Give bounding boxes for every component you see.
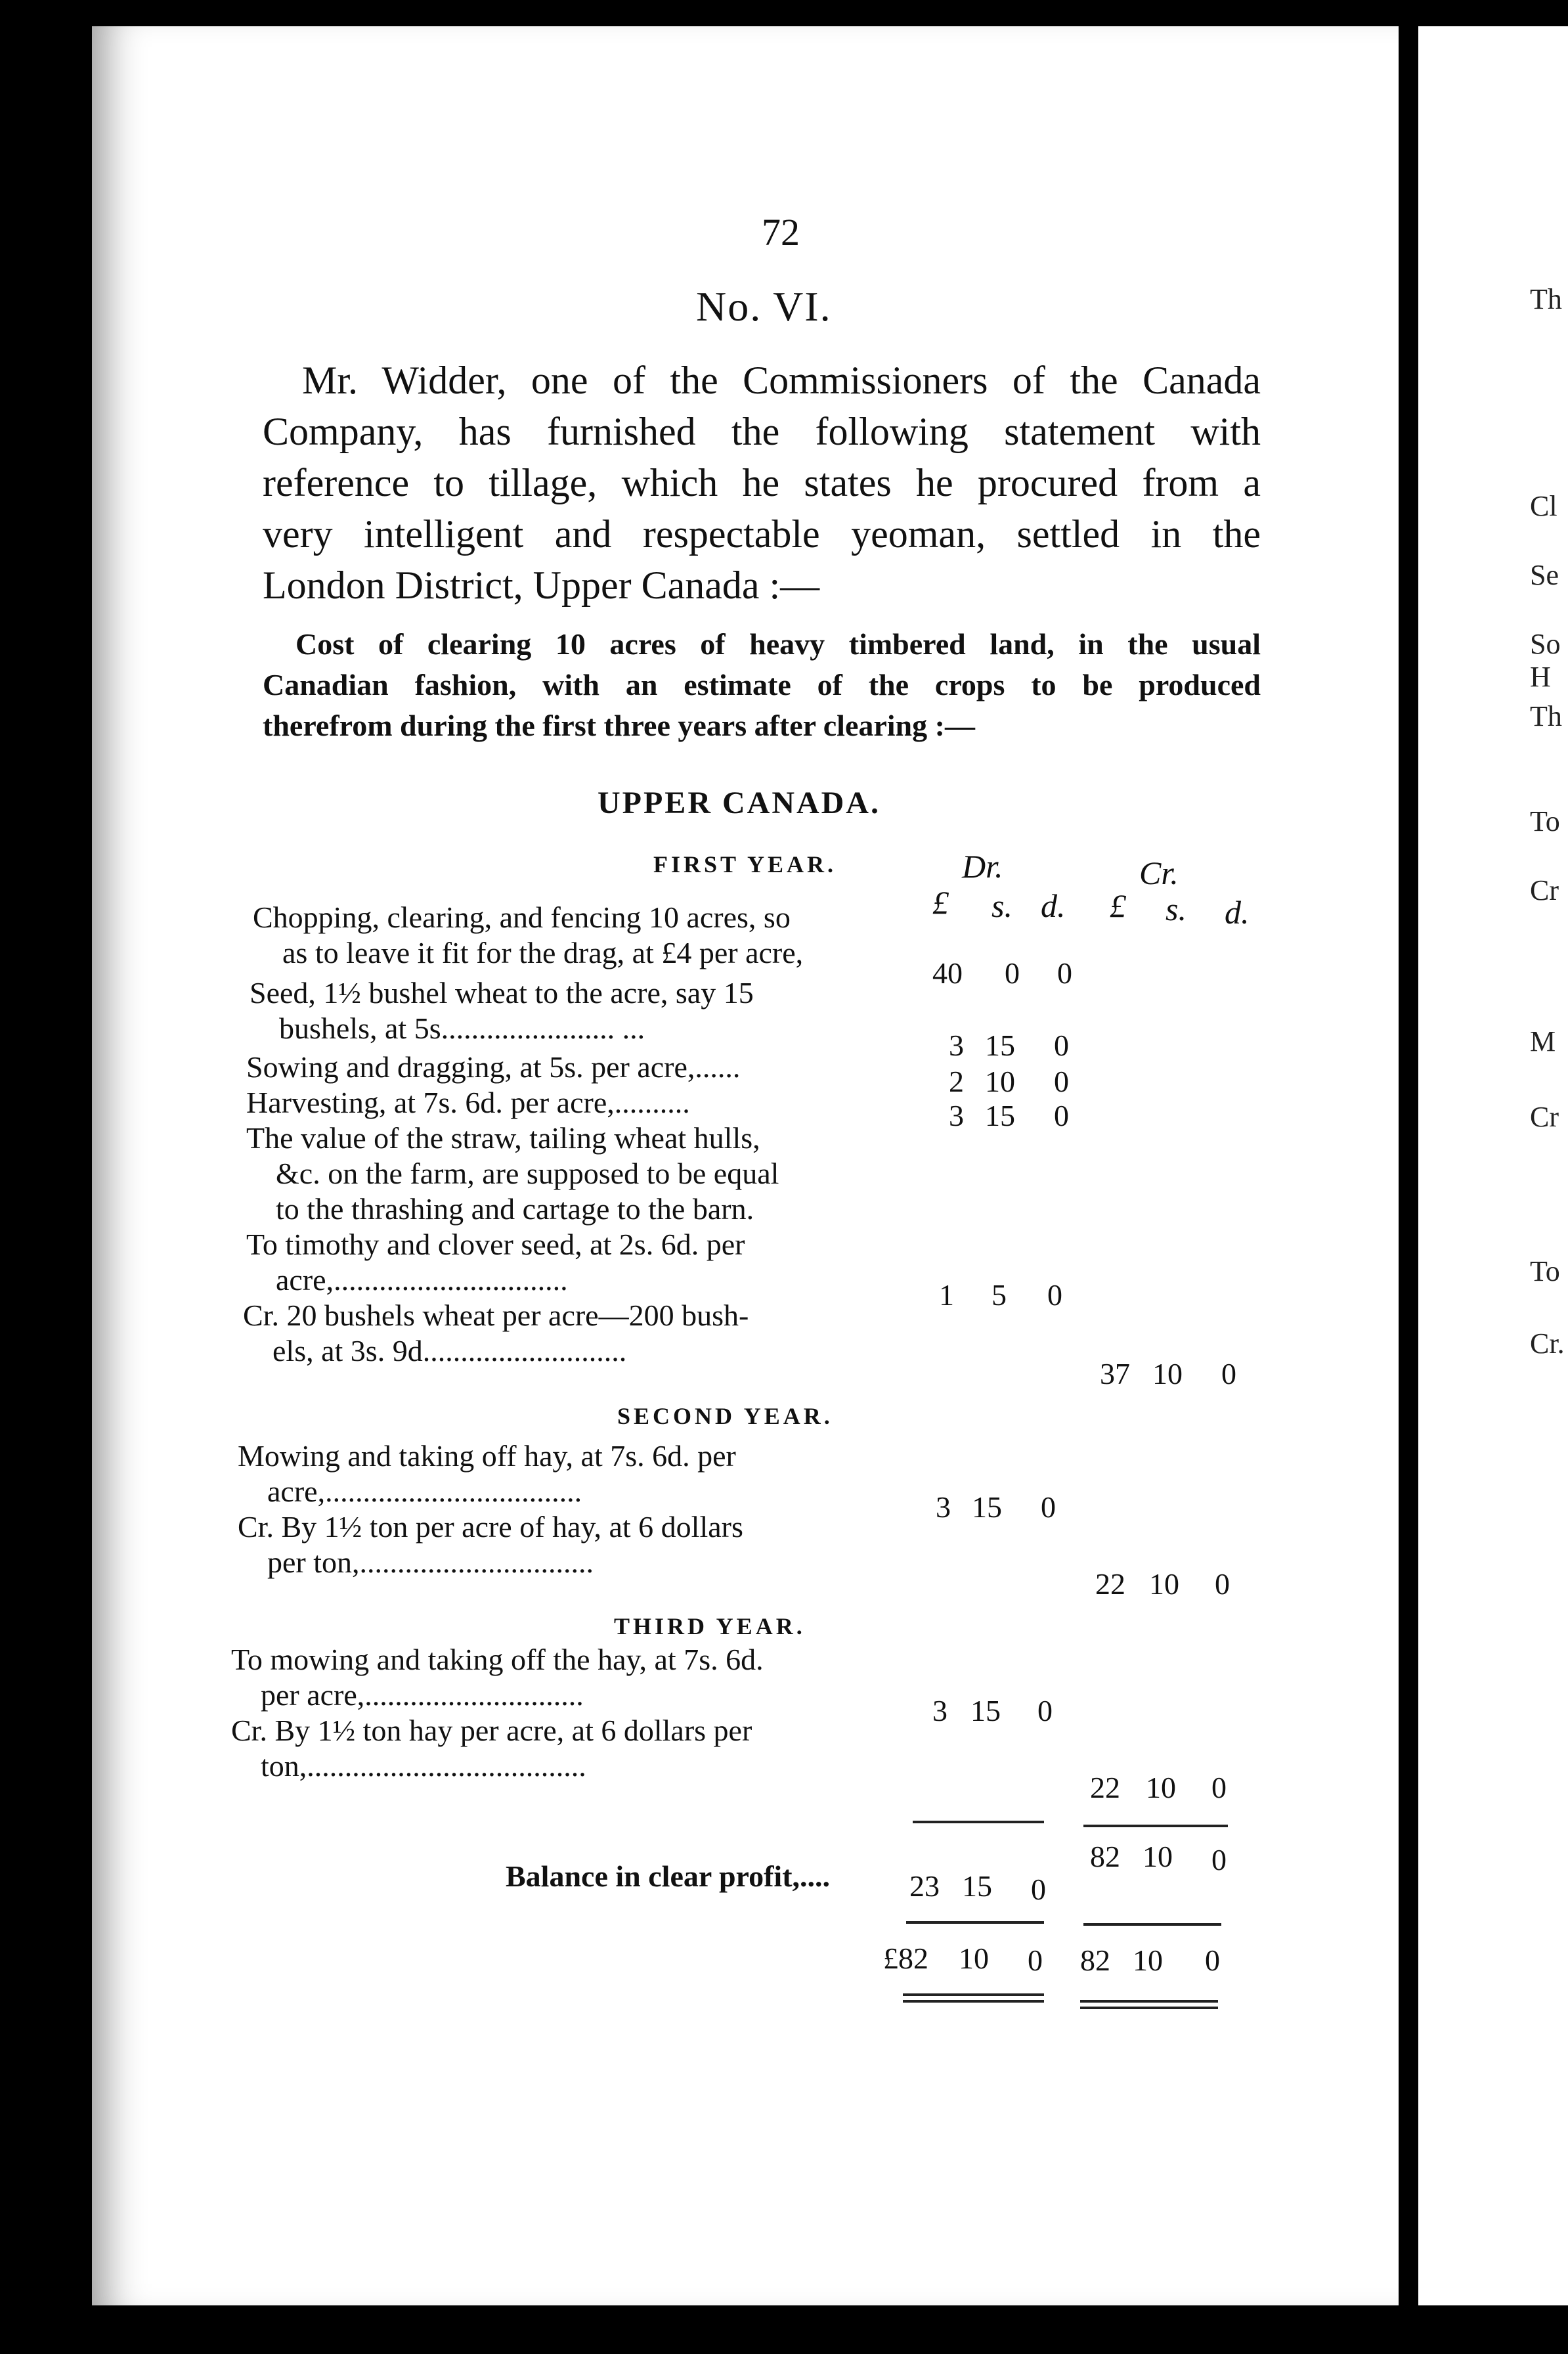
shilling-heading: s. bbox=[1165, 891, 1187, 927]
pound-heading: £ bbox=[1110, 887, 1126, 924]
dr-shillings: 0 bbox=[1005, 956, 1020, 990]
entry-text: Sowing and dragging, at 5s. per acre,...... bbox=[246, 1050, 741, 1084]
entry-text: ton,..................................... bbox=[261, 1749, 586, 1783]
entry-text: per acre,............................. bbox=[261, 1678, 584, 1712]
dr-shillings: 15 bbox=[985, 1099, 1015, 1132]
year-heading: SECOND YEAR. bbox=[617, 1403, 833, 1429]
balance-pounds: 23 bbox=[909, 1869, 940, 1903]
dr-shillings: 15 bbox=[970, 1694, 1001, 1727]
entry-text: acre,............................... bbox=[276, 1263, 568, 1297]
facing-fragment: Cr bbox=[1530, 874, 1559, 906]
cost-line: Cost of clearing 10 acres of heavy timbered land, in the usual bbox=[295, 627, 1261, 661]
cost-line: Canadian fashion, with an estimate of the crops to be produced bbox=[263, 668, 1261, 701]
entry-text: as to leave it fit for the drag, at £4 per acre, bbox=[282, 936, 804, 969]
dr-pence: 0 bbox=[1054, 1099, 1069, 1132]
cr-pounds: 37 bbox=[1100, 1357, 1130, 1390]
total-dr-shillings: 10 bbox=[959, 1942, 989, 1975]
sum-rule bbox=[906, 1921, 1044, 1924]
facing-fragment: To bbox=[1530, 1255, 1560, 1287]
entry-text: acre,.................................. bbox=[267, 1475, 582, 1508]
cr-subtotal-pounds: 82 bbox=[1090, 1840, 1120, 1873]
double-rule bbox=[1080, 2007, 1218, 2009]
double-rule bbox=[903, 2000, 1044, 2003]
intro-line: Company, has furnished the following statement with bbox=[263, 410, 1261, 453]
intro-line: reference to tillage, which he states he procured from a bbox=[263, 461, 1261, 504]
facing-page bbox=[1418, 26, 1568, 2305]
facing-fragment: So bbox=[1530, 628, 1561, 660]
facing-fragment: Th bbox=[1530, 283, 1562, 315]
balance-pence: 0 bbox=[1031, 1873, 1046, 1906]
year-heading: FIRST YEAR. bbox=[653, 851, 837, 877]
dr-pounds: 3 bbox=[936, 1490, 951, 1524]
intro-paragraph bbox=[263, 355, 1261, 611]
cr-pounds: 22 bbox=[1095, 1567, 1125, 1601]
gutter bbox=[1399, 26, 1418, 2305]
total-cr-shillings: 10 bbox=[1133, 1943, 1163, 1977]
pound-heading: £ bbox=[932, 884, 949, 921]
entry-text: per ton,............................... bbox=[267, 1545, 594, 1579]
entry-text: Chopping, clearing, and fencing 10 acres, so bbox=[253, 900, 791, 934]
entry-text: Seed, 1½ bushel wheat to the acre, say 15 bbox=[250, 976, 754, 1010]
shilling-heading: s. bbox=[991, 887, 1013, 924]
entry-text: &c. on the farm, are supposed to be equal bbox=[276, 1157, 779, 1190]
entry-text: Mowing and taking off hay, at 7s. 6d. per bbox=[238, 1439, 736, 1473]
entry-text: bushels, at 5s....................... ... bbox=[279, 1011, 645, 1045]
dr-pence: 0 bbox=[1054, 1029, 1069, 1062]
dr-pounds: 40 bbox=[932, 956, 963, 990]
total-cr-pence: 0 bbox=[1205, 1943, 1220, 1977]
total-dr-pence: 0 bbox=[1028, 1943, 1043, 1977]
total-dr-pounds: £82 bbox=[883, 1942, 928, 1975]
dr-pounds: 3 bbox=[949, 1029, 964, 1062]
facing-fragment: Th bbox=[1530, 700, 1562, 732]
cr-shillings: 10 bbox=[1152, 1357, 1183, 1390]
facing-fragment: Cr bbox=[1530, 1101, 1559, 1133]
entry-text: els, at 3s. 9d........................... bbox=[272, 1334, 627, 1367]
cr-pounds: 22 bbox=[1090, 1771, 1120, 1804]
table-title: UPPER CANADA. bbox=[598, 786, 881, 820]
cr-shillings: 10 bbox=[1149, 1567, 1179, 1601]
dr-pence: 0 bbox=[1057, 956, 1072, 990]
dr-shillings: 15 bbox=[985, 1029, 1015, 1062]
double-rule bbox=[1080, 2000, 1218, 2003]
facing-fragment: Cr. bbox=[1530, 1327, 1565, 1360]
sum-rule bbox=[1083, 1825, 1228, 1827]
cr-pence: 0 bbox=[1221, 1357, 1236, 1390]
intro-line: very intelligent and respectable yeoman, settled in the bbox=[263, 512, 1261, 556]
entry-text: Cr. By 1½ ton per acre of hay, at 6 dollars bbox=[238, 1510, 743, 1543]
facing-fragment: M bbox=[1530, 1025, 1556, 1057]
pence-heading: d. bbox=[1225, 894, 1250, 931]
facing-fragment: To bbox=[1530, 805, 1560, 837]
entry-text: To mowing and taking off the hay, at 7s. 6d. bbox=[231, 1643, 764, 1676]
dr-shillings: 10 bbox=[985, 1065, 1015, 1098]
cr-heading: Cr. bbox=[1139, 855, 1179, 891]
dr-heading: Dr. bbox=[962, 848, 1003, 885]
facing-fragment: Cl bbox=[1530, 490, 1557, 522]
dr-pounds: 3 bbox=[932, 1694, 947, 1727]
sum-rule bbox=[1083, 1923, 1221, 1926]
pence-heading: d. bbox=[1041, 887, 1066, 924]
section-title: No. VI. bbox=[696, 283, 832, 330]
dr-pounds: 2 bbox=[949, 1065, 964, 1098]
sum-rule bbox=[913, 1821, 1044, 1823]
total-cr-pounds: 82 bbox=[1080, 1943, 1110, 1977]
dr-pence: 0 bbox=[1037, 1694, 1053, 1727]
balance-shillings: 15 bbox=[962, 1869, 992, 1903]
cr-pence: 0 bbox=[1215, 1567, 1230, 1601]
dr-pence: 0 bbox=[1047, 1278, 1062, 1312]
entry-text: Harvesting, at 7s. 6d. per acre,.......... bbox=[246, 1086, 690, 1119]
cr-subtotal-shillings: 10 bbox=[1143, 1840, 1173, 1873]
dr-shillings: 15 bbox=[972, 1490, 1002, 1524]
cr-pence: 0 bbox=[1211, 1771, 1227, 1804]
cost-paragraph bbox=[263, 624, 1261, 746]
facing-fragment: H bbox=[1530, 661, 1551, 693]
cr-shillings: 10 bbox=[1146, 1771, 1176, 1804]
cost-line: therefrom during the first three years after clearing :— bbox=[263, 709, 975, 742]
intro-line: Mr. Widder, one of the Commissioners of the Canada bbox=[302, 359, 1261, 402]
double-rule bbox=[903, 1993, 1044, 1996]
entry-text: to the thrashing and cartage to the barn. bbox=[276, 1192, 754, 1226]
entry-text: To timothy and clover seed, at 2s. 6d. per bbox=[246, 1228, 745, 1261]
entry-text: Cr. 20 bushels wheat per acre—200 bush- bbox=[243, 1299, 749, 1332]
year-heading: THIRD YEAR. bbox=[614, 1613, 806, 1639]
dr-shillings: 5 bbox=[991, 1278, 1007, 1312]
intro-line: London District, Upper Canada :— bbox=[263, 564, 820, 607]
facing-fragment: Se bbox=[1530, 559, 1559, 591]
dr-pounds: 3 bbox=[949, 1099, 964, 1132]
page-number: 72 bbox=[762, 211, 800, 254]
balance-label: Balance in clear profit,.... bbox=[506, 1859, 831, 1893]
dr-pounds: 1 bbox=[939, 1278, 954, 1312]
entry-text: The value of the straw, tailing wheat hulls, bbox=[246, 1121, 760, 1155]
dr-pence: 0 bbox=[1041, 1490, 1056, 1524]
entry-text: Cr. By 1½ ton hay per acre, at 6 dollars per bbox=[231, 1714, 752, 1747]
cr-subtotal-pence: 0 bbox=[1211, 1843, 1227, 1877]
dr-pence: 0 bbox=[1054, 1065, 1069, 1098]
